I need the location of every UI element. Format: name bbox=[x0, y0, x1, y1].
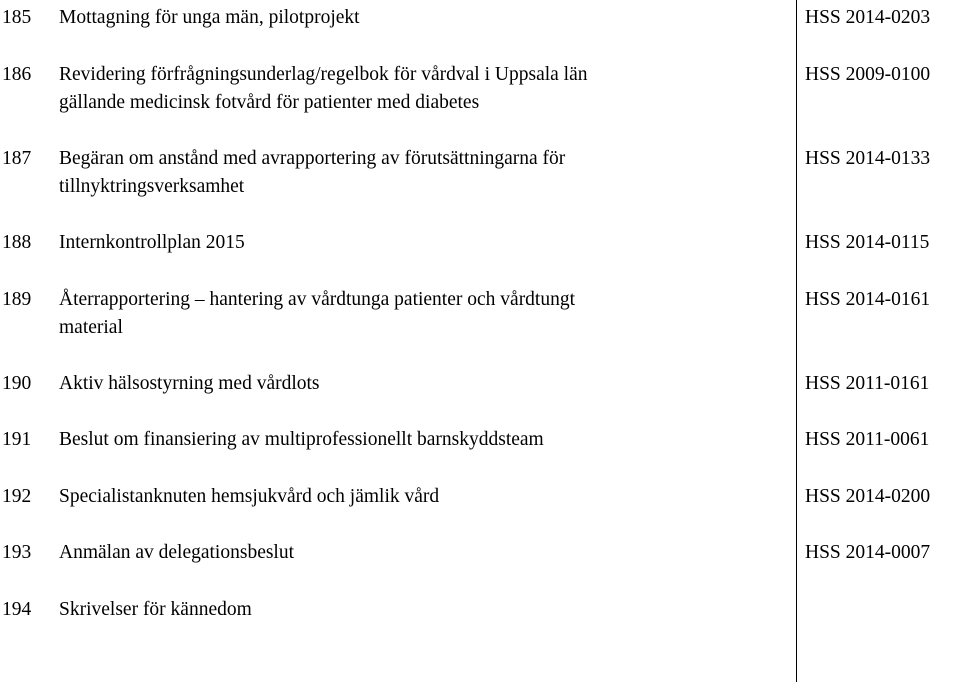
item-title bbox=[59, 61, 759, 117]
item-title-line: Aktiv hälsostyrning med vårdlots bbox=[59, 373, 320, 394]
item-title-line: Mottagning för unga män, pilotprojekt bbox=[59, 7, 360, 28]
column-divider bbox=[796, 0, 797, 682]
item-reference: HSS 2014-0200 bbox=[805, 486, 931, 507]
item-title bbox=[59, 370, 759, 398]
item-number: 186 bbox=[2, 64, 32, 85]
item-title-line: Beslut om finansiering av multiprofessionellt barnskyddsteam bbox=[59, 429, 544, 450]
item-title-line: Anmälan av delegationsbeslut bbox=[59, 542, 295, 563]
item-number: 189 bbox=[2, 289, 32, 310]
item-title bbox=[59, 596, 759, 624]
item-title bbox=[59, 286, 759, 342]
item-title-line: gällande medicinsk fotvård för patienter med diabetes bbox=[59, 92, 480, 113]
item-title-line: Begäran om anstånd med avrapportering av förutsättningarna för bbox=[59, 148, 566, 169]
item-title bbox=[59, 539, 759, 567]
item-title-line: Återrapportering – hantering av vårdtunga patienter och vårdtungt bbox=[59, 289, 576, 310]
item-title-line: material bbox=[59, 317, 123, 338]
item-number: 187 bbox=[2, 148, 32, 169]
item-title-line: tillnyktringsverksamhet bbox=[59, 176, 245, 197]
item-title bbox=[59, 145, 759, 201]
item-reference: HSS 2014-0133 bbox=[805, 148, 931, 169]
item-number: 192 bbox=[2, 486, 32, 507]
item-reference: HSS 2009-0100 bbox=[805, 64, 931, 85]
item-title-line: Specialistanknuten hemsjukvård och jämlik vård bbox=[59, 486, 440, 507]
item-title-line: Skrivelser för kännedom bbox=[59, 599, 252, 620]
item-title bbox=[59, 229, 759, 257]
item-reference: HSS 2011-0061 bbox=[805, 429, 930, 450]
item-number: 188 bbox=[2, 232, 32, 253]
item-number: 193 bbox=[2, 542, 32, 563]
item-number: 185 bbox=[2, 7, 32, 28]
item-reference: HSS 2014-0161 bbox=[805, 289, 931, 310]
item-title bbox=[59, 426, 759, 454]
item-reference: HSS 2014-0007 bbox=[805, 542, 931, 563]
item-reference: HSS 2011-0161 bbox=[805, 373, 930, 394]
item-reference: HSS 2014-0115 bbox=[805, 232, 930, 253]
item-title bbox=[59, 483, 759, 511]
item-number: 190 bbox=[2, 373, 32, 394]
item-number: 191 bbox=[2, 429, 32, 450]
item-title bbox=[59, 4, 759, 32]
item-number: 194 bbox=[2, 599, 32, 620]
item-title-line: Revidering förfrågningsunderlag/regelbok för vårdval i Uppsala län bbox=[59, 64, 588, 85]
item-title-line: Internkontrollplan 2015 bbox=[59, 232, 245, 253]
item-reference: HSS 2014-0203 bbox=[805, 7, 931, 28]
